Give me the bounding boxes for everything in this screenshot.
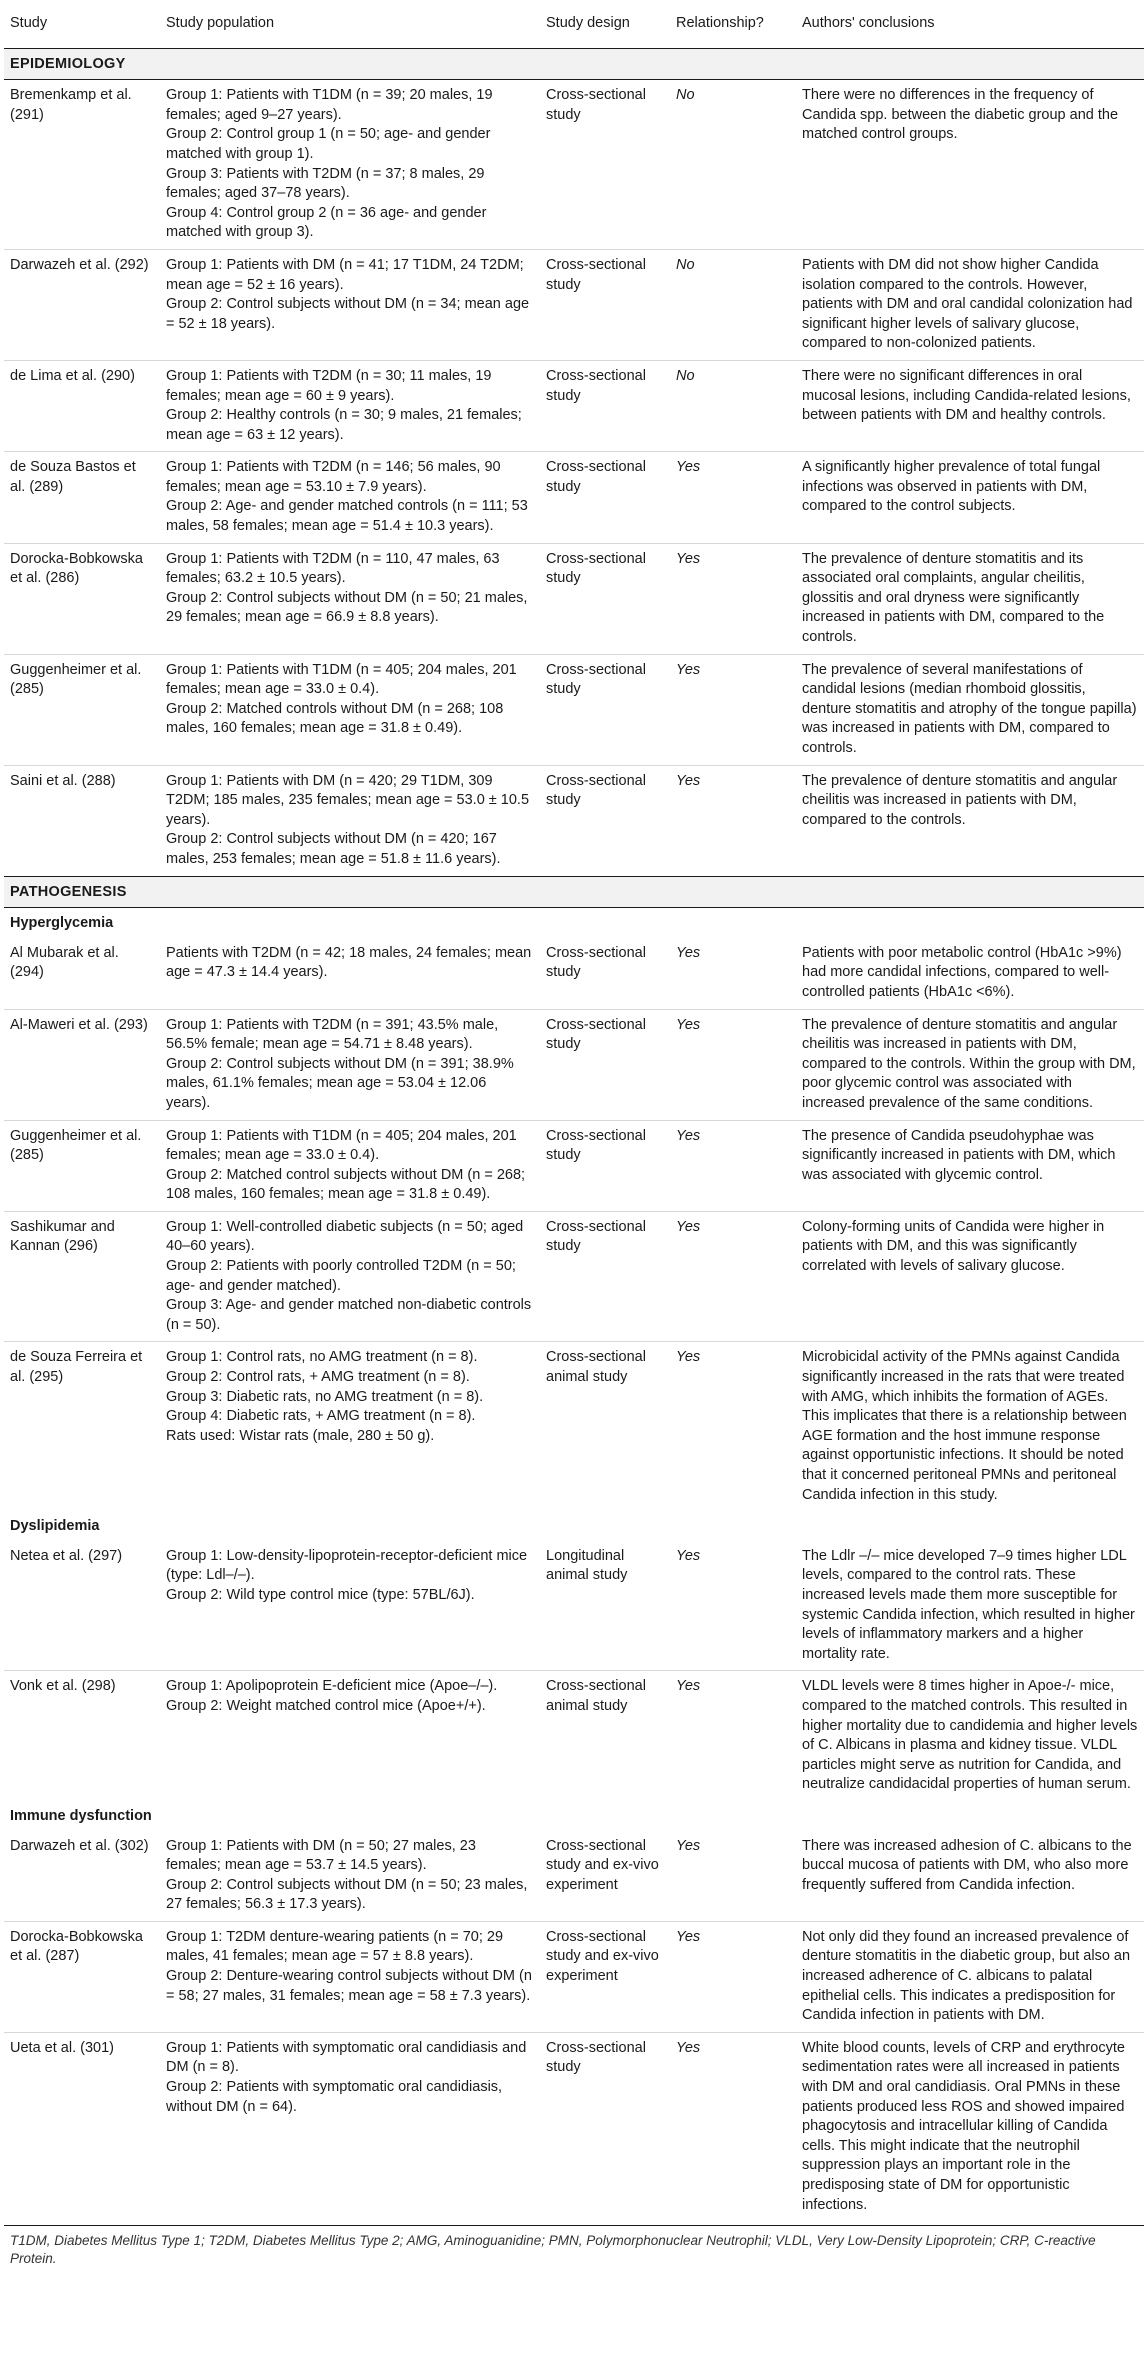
cell-population bbox=[160, 249, 540, 360]
population-group: Group 2: Weight matched control mice (Apoe+/+). bbox=[166, 1697, 486, 1714]
cell-population bbox=[160, 1009, 540, 1120]
population-group: Group 2: Control rats, + AMG treatment (n = 8). bbox=[166, 1369, 470, 1386]
population-group: Group 1: Low-density-lipoprotein-receptor-deficient mice (type: Ldl–/–). bbox=[166, 1547, 528, 1584]
population-group: Group 1: Patients with T2DM (n = 110, 47 males, 63 females; 63.2 ± 10.5 years). bbox=[166, 550, 500, 587]
cell-study: Sashikumar and Kannan (296) bbox=[4, 1211, 160, 1342]
subsection-title: Immune dysfunction bbox=[10, 1807, 152, 1824]
cell-study: Bremenkamp et al. (291) bbox=[4, 80, 160, 250]
population-group: Group 4: Control group 2 (n = 36 age- and gender matched with group 3). bbox=[166, 204, 487, 241]
cell-design: Cross-sectional study and ex-vivo experiment bbox=[540, 1831, 670, 1922]
cell-population bbox=[160, 1342, 540, 1511]
header-population: Study population bbox=[160, 0, 540, 48]
cell-relationship: Yes bbox=[670, 543, 796, 654]
subsection-row bbox=[4, 1801, 1144, 1831]
cell-relationship: Yes bbox=[676, 1349, 701, 1366]
cell-conclusion: The prevalence of several manifestations of candidal lesions (median rhomboid glossitis, denture stomatitis and atrophy of the tongue papilla) was increased in patients with DM, compared to controls. bbox=[796, 654, 1144, 765]
table-row bbox=[4, 1541, 1144, 1671]
table-row bbox=[4, 1831, 1144, 1922]
population-group: Group 3: Age- and gender matched non-diabetic controls (n = 50). bbox=[166, 1297, 532, 1333]
table-row bbox=[4, 765, 1144, 876]
header-design: Study design bbox=[540, 0, 670, 48]
cell-design: Cross-sectional study bbox=[546, 772, 646, 809]
cell-conclusion: There was increased adhesion of C. albicans to the buccal mucosa of patients with DM, who also more frequently suffered from Candida infection. bbox=[796, 1831, 1144, 1922]
cell-relationship: Yes bbox=[670, 1120, 796, 1211]
header-relationship: Relationship? bbox=[670, 0, 796, 48]
section-row bbox=[4, 876, 1144, 908]
population-group: Group 1: Well-controlled diabetic subjects (n = 50; aged 40–60 years). bbox=[166, 1218, 524, 1255]
population-group: Group 2: Control subjects without DM (n = 34; mean age = 52 ± 18 years). bbox=[166, 296, 530, 332]
cell-conclusion: The prevalence of denture stomatitis and its associated oral complaints, angular cheilitis, glossitis and oral dryness were significantly increased in patients with DM, compared to the controls. bbox=[796, 543, 1144, 654]
cell-study: Al Mubarak et al. (294) bbox=[4, 938, 160, 1009]
cell-design: Cross-sectional study bbox=[540, 452, 670, 543]
cell-relationship: Yes bbox=[670, 1541, 796, 1671]
cell-conclusion: VLDL levels were 8 times higher in Apoe-/- mice, compared to the matched controls. This resulted in higher mortality due to candidemia and higher levels of C. Albicans in plasma and kidney tissue. VLDL particles might serve as nutrition for Candida, and neutralize candidacidal properties of human serum. bbox=[802, 1678, 1138, 1793]
population-group: Group 1: T2DM denture-wearing patients (n = 70; 29 males, 41 females; mean age = 57 ± 8.8 years). bbox=[166, 1928, 504, 1965]
population-group: Group 1: Apolipoprotein E-deficient mice (Apoe–/–). bbox=[166, 1678, 498, 1695]
cell-study: Guggenheimer et al. (285) bbox=[4, 654, 160, 765]
population-group: Group 2: Healthy controls (n = 30; 9 males, 21 females; mean age = 63 ± 12 years). bbox=[166, 407, 522, 443]
footnote: T1DM, Diabetes Mellitus Type 1; T2DM, Diabetes Mellitus Type 2; AMG, Aminoguanidine; PMN, Polymorphonuclear Neutrophil; VLDL, Very Low-Density Lipoprotein; CRP, C-reactive Protein. bbox=[4, 2225, 1144, 2268]
cell-population bbox=[160, 452, 540, 543]
cell-design: Cross-sectional study bbox=[546, 2039, 646, 2076]
cell-conclusion: Patients with poor metabolic control (HbA1c >9%) had more candidal infections, compared to well-controlled patients (HbA1c <6%). bbox=[796, 938, 1144, 1009]
cell-study: Dorocka-Bobkowska et al. (286) bbox=[4, 543, 160, 654]
cell-conclusion: Not only did they found an increased prevalence of denture stomatitis in the diabetic group, but also an increased adherence of C. albicans to palatal epithelial cells. This indicates a predisposition for Candida infection in patients with DM. bbox=[796, 1921, 1144, 2032]
population-group: Group 2: Control subjects without DM (n = 50; 21 males, 29 females; mean age = 66.9 ± 8.8 years). bbox=[166, 589, 528, 626]
population-group: Group 1: Patients with T2DM (n = 30; 11 males, 19 females; mean age = 60 ± 9 years). bbox=[166, 367, 492, 404]
cell-population bbox=[160, 1921, 540, 2032]
cell-population bbox=[160, 2032, 540, 2221]
section-row bbox=[4, 48, 1144, 80]
cell-relationship: Yes bbox=[676, 1678, 701, 1695]
cell-study: Netea et al. (297) bbox=[4, 1541, 160, 1671]
header-conclusions: Authors' conclusions bbox=[796, 0, 1144, 48]
cell-design: Cross-sectional study bbox=[540, 80, 670, 250]
cell-population bbox=[160, 1120, 540, 1211]
table-row bbox=[4, 360, 1144, 451]
cell-relationship: Yes bbox=[670, 1921, 796, 2032]
population-group: Group 1: Patients with DM (n = 50; 27 males, 23 females; mean age = 53.7 ± 14.5 years). bbox=[166, 1837, 476, 1874]
subsection-title: Dyslipidemia bbox=[10, 1518, 100, 1535]
population-group: Group 1: Patients with symptomatic oral candidiasis and DM (n = 8). bbox=[166, 2039, 527, 2076]
table-header bbox=[4, 0, 1144, 48]
population-group: Group 1: Patients with T1DM (n = 405; 204 males, 201 females; mean age = 33.0 ± 0.4). bbox=[166, 1127, 517, 1164]
population-group: Group 2: Patients with symptomatic oral candidiasis, without DM (n = 64). bbox=[166, 2079, 503, 2115]
subsection-row bbox=[4, 1511, 1144, 1541]
population-group: Group 2: Control subjects without DM (n = 420; 167 males, 253 females; mean age = 51.8 ± 11.6 years). bbox=[166, 831, 501, 867]
section-title: EPIDEMIOLOGY bbox=[4, 48, 1144, 80]
population-group: Group 1: Patients with T2DM (n = 146; 56 males, 90 females; mean age = 53.10 ± 7.9 years). bbox=[166, 459, 501, 495]
population-group: Group 1: Patients with DM (n = 420; 29 T1DM, 309 T2DM; 185 males, 235 females; mean age = 53.0 ± 10.5 years). bbox=[166, 772, 530, 828]
cell-population bbox=[160, 360, 540, 451]
population-group: Group 2: Matched control subjects without DM (n = 268; 108 males, 160 females; mean age = 31.8 ± 0.49). bbox=[166, 1166, 526, 1203]
header-study: Study bbox=[4, 0, 160, 48]
cell-population bbox=[160, 543, 540, 654]
cell-design: Cross-sectional study bbox=[540, 1211, 670, 1342]
cell-relationship: Yes bbox=[676, 2039, 701, 2056]
cell-relationship: Yes bbox=[670, 452, 796, 543]
population-group: Group 1: Patients with T1DM (n = 39; 20 males, 19 females; aged 9–27 years). bbox=[166, 87, 493, 123]
population-group: Group 2: Control group 1 (n = 50; age- and gender matched with group 1). bbox=[166, 126, 491, 162]
cell-relationship: Yes bbox=[670, 938, 796, 1009]
table-row bbox=[4, 2032, 1144, 2221]
cell-conclusion: White blood counts, levels of CRP and erythrocyte sedimentation rates were all increased in patients with DM and oral candidiasis. Oral PMNs in these patients produced less ROS and showed impaired phagocytosis and intracellular killing of Candida cells. This might indicate that the neutrophil suppression plays an important role in the predisposing state of DM for opportunistic infections. bbox=[802, 2039, 1125, 2213]
table-row bbox=[4, 80, 1144, 250]
cell-conclusion: The presence of Candida pseudohyphae was significantly increased in patients with DM, which was associated with glycemic control. bbox=[796, 1120, 1144, 1211]
table-row bbox=[4, 1211, 1144, 1342]
table-row bbox=[4, 543, 1144, 654]
population-group: Group 3: Patients with T2DM (n = 37; 8 males, 29 females; aged 37–78 years). bbox=[166, 165, 485, 202]
table-row bbox=[4, 1009, 1144, 1120]
population-group: Group 2: Denture-wearing control subjects without DM (n = 58; 27 males, 31 females; mean age = 58 ± 7.3 years). bbox=[166, 1968, 532, 2004]
cell-design: Longitudinal animal study bbox=[540, 1541, 670, 1671]
cell-relationship: Yes bbox=[676, 772, 701, 789]
cell-study: Dorocka-Bobkowska et al. (287) bbox=[4, 1921, 160, 2032]
cell-design: Cross-sectional study and ex-vivo experiment bbox=[540, 1921, 670, 2032]
cell-design: Cross-sectional animal study bbox=[546, 1678, 646, 1714]
cell-study: Darwazeh et al. (292) bbox=[4, 249, 160, 360]
population-group: Group 1: Patients with T1DM (n = 405; 204 males, 201 females; mean age = 33.0 ± 0.4). bbox=[166, 661, 517, 698]
table-row bbox=[4, 938, 1144, 1009]
population-group: Group 3: Diabetic rats, no AMG treatment (n = 8). bbox=[166, 1388, 484, 1405]
studies-table bbox=[4, 0, 1144, 2221]
cell-design: Cross-sectional study bbox=[540, 938, 670, 1009]
population-group: Group 2: Control subjects without DM (n = 391; 38.9% males, 61.1% females; mean age = 53.04 ± 12.06 years). bbox=[166, 1055, 514, 1111]
cell-study: Al-Maweri et al. (293) bbox=[4, 1009, 160, 1120]
document bbox=[4, 0, 1144, 2268]
population-group: Rats used: Wistar rats (male, 280 ± 50 g). bbox=[166, 1427, 435, 1444]
population-group: Group 2: Matched controls without DM (n = 268; 108 males, 160 females; mean age = 31.8 ± 0.49). bbox=[166, 700, 504, 737]
cell-study: de Lima et al. (290) bbox=[4, 360, 160, 451]
cell-population bbox=[160, 1671, 540, 1801]
cell-relationship: Yes bbox=[670, 654, 796, 765]
cell-population bbox=[160, 1211, 540, 1342]
population-group: Group 2: Patients with poorly controlled T2DM (n = 50; age- and gender matched). bbox=[166, 1258, 516, 1294]
cell-population bbox=[160, 1541, 540, 1671]
cell-study: Vonk et al. (298) bbox=[10, 1678, 116, 1695]
subsection-title: Hyperglycemia bbox=[10, 915, 114, 932]
population-group: Group 2: Wild type control mice (type: 57BL/6J). bbox=[166, 1586, 475, 1603]
cell-relationship: No bbox=[670, 249, 796, 360]
cell-study: Ueta et al. (301) bbox=[10, 2039, 114, 2056]
cell-conclusion: Patients with DM did not show higher Candida isolation compared to the controls. However, patients with DM and oral candidal colonization had significant higher levels of salivary glucose, compared to non-colonized patients. bbox=[796, 249, 1144, 360]
cell-relationship: No bbox=[670, 360, 796, 451]
cell-design: Cross-sectional study bbox=[540, 1009, 670, 1120]
table-row bbox=[4, 1671, 1144, 1801]
cell-population bbox=[160, 938, 540, 1009]
cell-design: Cross-sectional study bbox=[540, 543, 670, 654]
cell-conclusion: The Ldlr –/– mice developed 7–9 times higher LDL levels, compared to the control rats. These increased levels made them more susceptible for systemic Candida infection, which resulted in higher levels of inflammatory markers and a higher mortality rate. bbox=[796, 1541, 1144, 1671]
cell-design: Cross-sectional study bbox=[540, 249, 670, 360]
section-title: PATHOGENESIS bbox=[4, 876, 1144, 908]
cell-population bbox=[160, 1831, 540, 1922]
population-group: Patients with T2DM (n = 42; 18 males, 24 females; mean age = 47.3 ± 14.4 years). bbox=[166, 944, 532, 981]
population-group: Group 4: Diabetic rats, + AMG treatment (n = 8). bbox=[166, 1408, 476, 1425]
cell-study: Saini et al. (288) bbox=[10, 772, 116, 789]
cell-conclusion: There were no differences in the frequency of Candida spp. between the diabetic group and the matched control groups. bbox=[796, 80, 1144, 250]
population-group: Group 2: Age- and gender matched controls (n = 111; 53 males, 58 females; mean age = 51.4 ± 10.3 years). bbox=[166, 498, 528, 535]
table-row bbox=[4, 249, 1144, 360]
cell-relationship: Yes bbox=[670, 1831, 796, 1922]
cell-relationship: Yes bbox=[670, 1009, 796, 1120]
cell-population bbox=[160, 654, 540, 765]
population-group: Group 1: Patients with T2DM (n = 391; 43.5% male, 56.5% female; mean age = 54.71 ± 8.48 years). bbox=[166, 1016, 499, 1053]
table-body bbox=[4, 48, 1144, 2221]
cell-conclusion: Microbicidal activity of the PMNs against Candida significantly increased in the rats that were treated with AMG, which inhibits the formation of AGEs. This implicates that there is a relationship between AGE formation and the host immune response against opportunistic infections. It should be noted that it concerned peritoneal PMNs and peritoneal Candida infection in this study. bbox=[802, 1349, 1127, 1503]
cell-study: de Souza Bastos et al. (289) bbox=[4, 452, 160, 543]
table-row bbox=[4, 452, 1144, 543]
cell-design: Cross-sectional study bbox=[540, 654, 670, 765]
cell-design: Cross-sectional study bbox=[540, 360, 670, 451]
population-group: Group 2: Control subjects without DM (n = 50; 23 males, 27 females; 56.3 ± 17.3 years). bbox=[166, 1876, 528, 1913]
population-group: Group 1: Patients with DM (n = 41; 17 T1DM, 24 T2DM; mean age = 52 ± 16 years). bbox=[166, 256, 524, 293]
table-row bbox=[4, 1342, 1144, 1511]
cell-study: Guggenheimer et al. (285) bbox=[4, 1120, 160, 1211]
cell-relationship: Yes bbox=[670, 1211, 796, 1342]
cell-study: Darwazeh et al. (302) bbox=[4, 1831, 160, 1922]
table-row bbox=[4, 1921, 1144, 2032]
cell-design: Cross-sectional animal study bbox=[546, 1349, 646, 1386]
cell-conclusion: Colony-forming units of Candida were higher in patients with DM, and this was significantly correlated with levels of salivary glucose. bbox=[796, 1211, 1144, 1342]
cell-population bbox=[160, 765, 540, 876]
population-group: Group 1: Control rats, no AMG treatment (n = 8). bbox=[166, 1349, 478, 1366]
cell-design: Cross-sectional study bbox=[540, 1120, 670, 1211]
cell-conclusion: There were no significant differences in oral mucosal lesions, including Candida-related lesions, between patients with DM and healthy controls. bbox=[796, 360, 1144, 451]
table-row bbox=[4, 654, 1144, 765]
cell-relationship: No bbox=[670, 80, 796, 250]
cell-population bbox=[160, 80, 540, 250]
cell-conclusion: A significantly higher prevalence of total fungal infections was observed in patients with DM, compared to the control subjects. bbox=[796, 452, 1144, 543]
table-row bbox=[4, 1120, 1144, 1211]
cell-study: de Souza Ferreira et al. (295) bbox=[10, 1349, 143, 1386]
cell-conclusion: The prevalence of denture stomatitis and angular cheilitis was increased in patients with DM, compared to the controls. Within the group with DM, poor glycemic control was associated with increased prevalence of the same conditions. bbox=[796, 1009, 1144, 1120]
subsection-row bbox=[4, 908, 1144, 938]
cell-conclusion: The prevalence of denture stomatitis and angular cheilitis was increased in patients with DM, compared to the controls. bbox=[802, 772, 1118, 828]
